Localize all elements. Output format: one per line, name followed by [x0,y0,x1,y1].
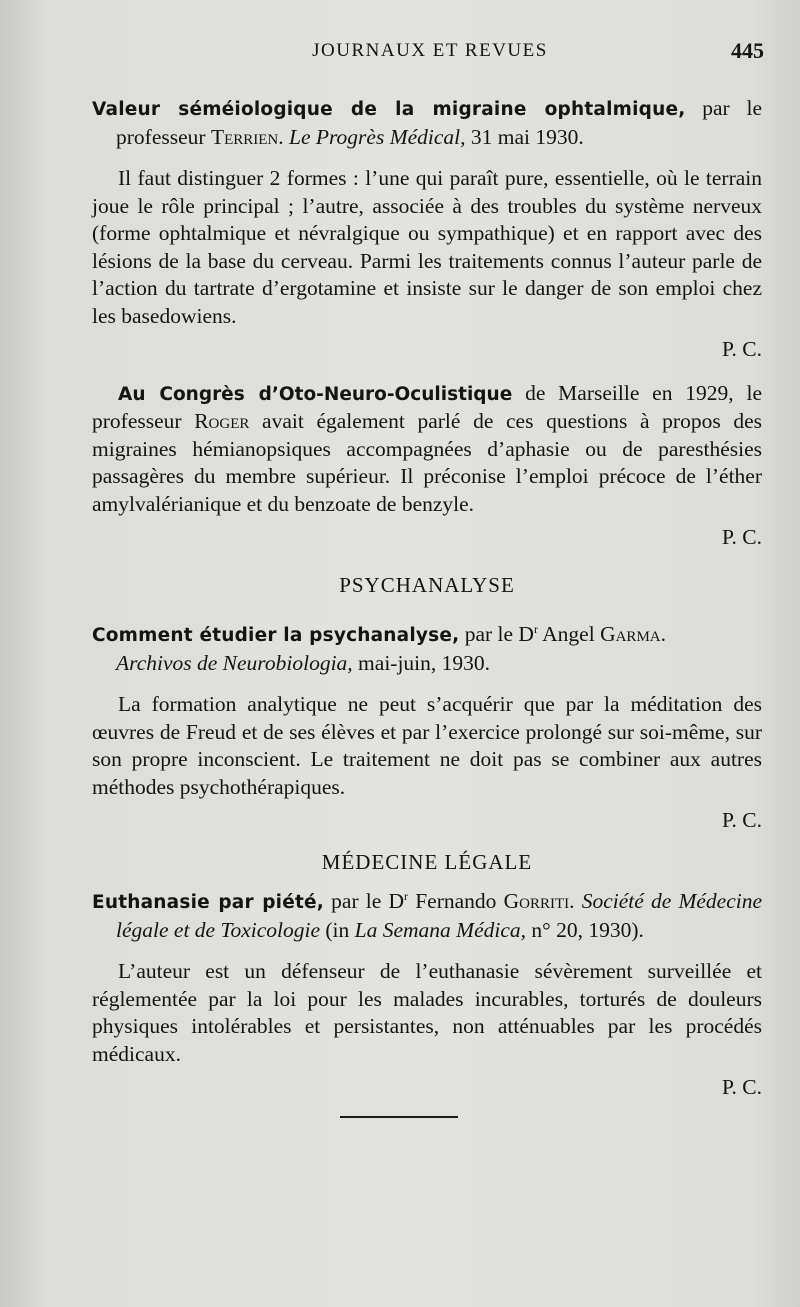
medecine-legale-journal: Société de Médecine légale et de Toxicologie [116,889,762,942]
psychanalyse-date: mai-juin, 1930. [352,650,491,675]
psychanalyse-author-sup: r [533,621,538,636]
medecine-legale-paren-suffix: n° 20, 1930). [526,917,644,942]
section-heading-psychanalyse: PSYCHANALYSE [339,572,515,597]
article-continuation [92,380,762,519]
psychanalyse-signature: P. C. [721,808,762,832]
page-header [0,38,800,68]
medecine-legale-signature: P. C. [721,1075,762,1099]
continuation-signature: P. C. [721,525,762,549]
medecine-legale-paren-prefix: (in [320,917,355,942]
continuation-text-a: de Marseille en 1929, le professeur [92,380,762,433]
medecine-legale-author-first: Fernando [408,889,504,913]
article-title: Valeur séméiologique de la migraine ophtalmique, [92,99,686,120]
page-number: 445 [731,38,764,63]
psychanalyse-citation [92,621,762,677]
closing-rule [340,1116,458,1118]
article-author: Terrien [210,124,279,149]
article-author-prefix: par le professeur [116,96,762,149]
article-citation: Valeur séméiologique de la migraine ophtalmique, par le professeur Terrien. Le Progrès Médical, 31 mai 1930. [92,96,762,149]
psychanalyse-author-first: Angel [537,622,601,646]
medecine-legale-author: Gorriti. [503,889,575,913]
continuation-author: Roger [194,409,250,433]
page-content [92,95,762,1118]
medecine-legale-title: Euthanasie par piété, [92,892,324,913]
article-date: 31 mai 1930. [465,124,584,149]
psychanalyse-body: La formation analytique ne peut s’acquérir que par la méditation des œuvres de Freud et de ses élèves et par l’exercice prolongé sur soi-même, sur son propre inconscient. Le traitement ne doit pas se combiner aux autres méthodes psychothérapiques. [92,692,762,799]
medecine-legale-author-sup: r [404,888,409,903]
article-journal: Le Progrès Médical, [288,124,466,149]
medecine-legale-citation [92,888,762,944]
psychanalyse-title: Comment étudier la psychanalyse, [92,625,460,646]
running-title: JOURNAUX ET REVUES [312,40,548,61]
psychanalyse-author-prefix: par le D [459,622,534,646]
psychanalyse-journal: Archivos de Neurobiologia, [116,650,353,675]
congress-name: Au Congrès d’Oto-Neuro-Oculistique [118,383,513,405]
article-signature: P. C. [721,337,762,361]
medecine-legale-paren-journal: La Semana Médica, [354,917,527,942]
psychanalyse-author: Garma. [600,622,666,646]
section-heading-medecine-legale: MÉDECINE LÉGALE [321,849,533,874]
medecine-legale-body: L’auteur est un défenseur de l’euthanasie sévèrement surveillée et réglementée par la loi pour les malades incurables, torturés de douleurs physiques intolérables et persistantes, non atténuables par les procédés médicaux. [92,959,762,1066]
article-body: Il faut distinguer 2 formes : l’une qui paraît pure, essentielle, où le terrain joue le rôle principal ; l’autre, associée à des troubles du système nerveux (forme ophtalmique et névralgique ou sympathique) et en rapport avec des lésions de la base du cerveau. Parmi les traitements connus l’auteur parle de l’action du tartrate d’ergotamine et insiste sur le danger de son emploi chez les basedowiens. [92,166,762,328]
continuation-text-b: avait également parlé de ces questions à propos des migraines hémianopsiques accompagnées d’aphasie ou de paresthésies passagères du membre supérieur. Il préconise l’emploi précoce de l’éther amylvalérianique et du benzoate de benzyle. [92,409,762,516]
medecine-legale-author-prefix: par le D [323,889,405,913]
